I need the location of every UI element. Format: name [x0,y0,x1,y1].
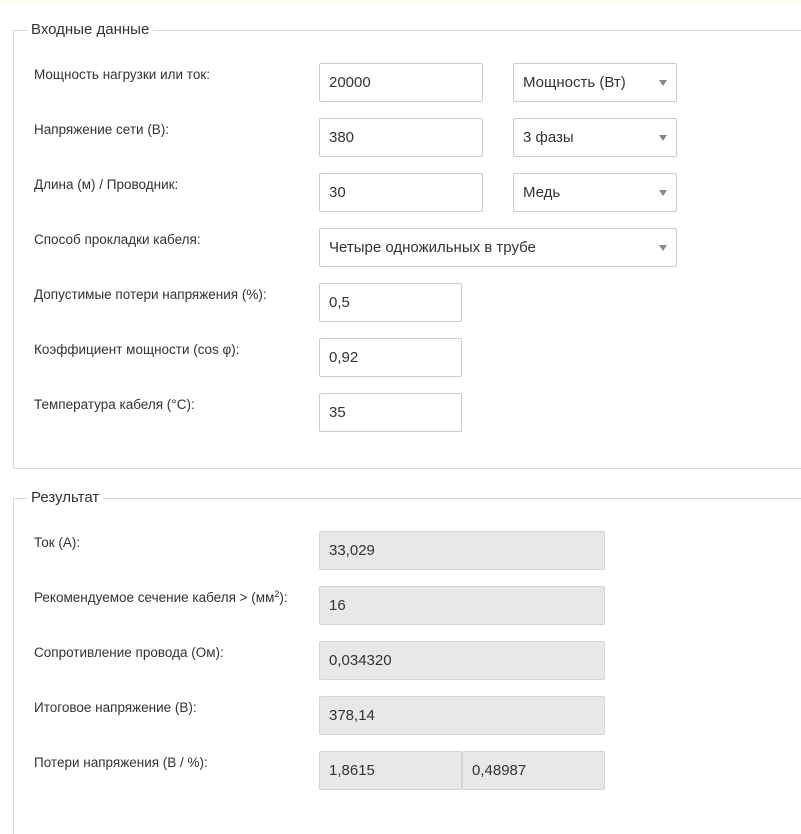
length-input[interactable] [319,173,483,212]
resistance-output[interactable] [319,641,605,680]
chevron-down-icon [659,135,667,141]
chevron-down-icon [659,245,667,251]
power-unit-value: Мощность (Вт) [523,74,626,91]
voltage-loss-label: Потери напряжения (В / %): [34,755,208,770]
top-divider [0,0,801,3]
final-voltage-label: Итоговое напряжение (В): [34,700,197,715]
chevron-down-icon [659,190,667,196]
final-voltage-output[interactable] [319,696,605,735]
cable-temperature-label: Температура кабеля (°C): [34,397,195,412]
phases-value: 3 фазы [523,129,574,146]
power-factor-input[interactable] [319,338,462,377]
current-output[interactable] [319,531,605,570]
chevron-down-icon [659,80,667,86]
voltage-loss-allowed-label: Допустимые потери напряжения (%): [34,287,267,302]
resistance-label: Сопротивление провода (Ом): [34,645,224,660]
current-label: Ток (А): [34,535,81,550]
cable-section-label-end: ): [279,590,288,605]
length-label: Длина (м) / Проводник: [34,177,179,192]
cable-section-label-sup: 2 [274,589,280,599]
cable-section-label [34,590,288,605]
conductor-value: Медь [523,184,561,201]
conductor-select[interactable] [513,173,677,212]
phases-select[interactable] [513,118,677,157]
power-factor-label: Коэффициент мощности (cos φ): [34,342,240,357]
voltage-loss-allowed-input[interactable] [319,283,462,322]
power-label: Мощность нагрузки или ток: [34,67,210,82]
laying-method-value: Четыре одножильных в трубе [329,239,536,256]
laying-label: Способ прокладки кабеля: [34,232,201,247]
laying-method-select[interactable] [319,228,677,267]
input-panel-title: Входные данные [31,21,150,38]
voltage-input[interactable] [319,118,483,157]
voltage-label: Напряжение сети (В): [34,122,170,137]
result-panel-title: Результат [31,489,100,506]
power-unit-select[interactable] [513,63,677,102]
cable-section-output[interactable] [319,586,605,625]
voltage-loss-percent-output[interactable] [462,751,605,790]
power-input[interactable] [319,63,483,102]
voltage-loss-volts-output[interactable] [319,751,462,790]
cable-temperature-input[interactable] [319,393,462,432]
cable-section-label-text: Рекомендуемое сечение кабеля > (мм [34,590,275,605]
